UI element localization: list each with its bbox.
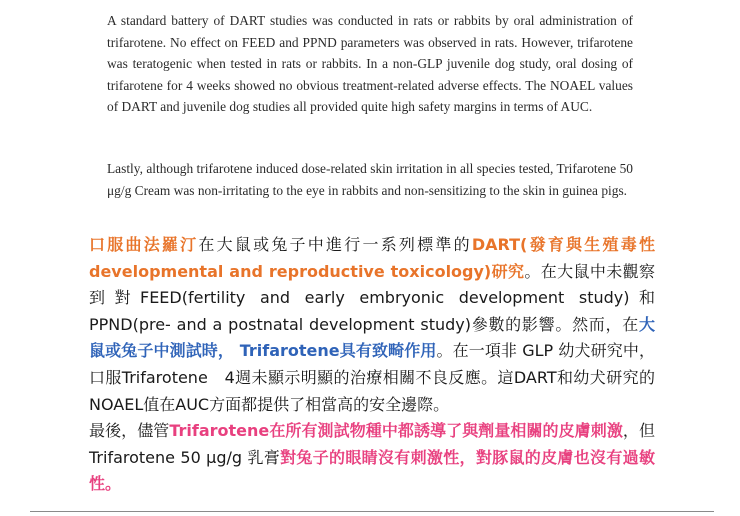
bottom-divider xyxy=(30,511,714,512)
english-paragraph-2: Lastly, although trifarotene induced dose-related skin irritation in all species tested, Trifarotene 50 μg/g Cream was non-irritating to the eye in rabbits and non-sensitizing to the skin in guinea pigs. xyxy=(107,161,633,198)
chinese-paragraph-1 xyxy=(89,232,655,418)
highlight-non-irritating: 對兔子的眼睛沒有刺激性，對豚鼠的皮膚也沒有過敏性。 xyxy=(89,447,655,494)
chinese-translation xyxy=(89,232,655,498)
english-paragraph-1: A standard battery of DART studies was conducted in rats or rabbits by oral administration of trifarotene. No effect on FEED and PPND parameters was observed in rats. However, trifarotene was teratogenic when tested in rats or rabbits. In a non-GLP juvenile dog study, oral dosing of trifarotene for 4 weeks showed no obvious treatment-related adverse effects. The NOAEL values of DART and juvenile dog studies all provided quite high safety margins in terms of AUC. xyxy=(107,13,633,115)
chinese-text: 在大鼠或兔子中進行一系列標準的 xyxy=(198,235,472,254)
chinese-text: 最後，儘管 xyxy=(89,421,170,441)
highlight-oral-trifarotene: 口服曲法羅汀 xyxy=(89,235,199,254)
chinese-text: 。在大鼠中未觀察到對FEED(fertility and early embryonic development study)和PPND(pre- and a postnatal development study)參數的影響。然而，在 xyxy=(89,261,655,334)
highlight-skin-irritation: Trifarotene在所有測試物種中都誘導了與劑量相關的皮膚刺激 xyxy=(169,421,623,441)
highlight-teratogenic: 大鼠或兔子中測試時， Trifarotene具有致畸作用 xyxy=(89,314,655,361)
highlight-dart-definition: DART(發育與生殖毒性 developmental and reproductive toxicology)研究 xyxy=(89,235,655,281)
chinese-text: 。在一項非 GLP 幼犬研究中，口服Trifarotene 4週未顯示明顯的治療相關不良反應。這DART和幼犬研究的NOAEL值在AUC方面都提供了相當高的安全邊際。 xyxy=(89,341,655,414)
chinese-text: ，但Trifarotene 50 μg/g 乳膏 xyxy=(89,421,655,467)
chinese-paragraph-2 xyxy=(89,418,655,498)
